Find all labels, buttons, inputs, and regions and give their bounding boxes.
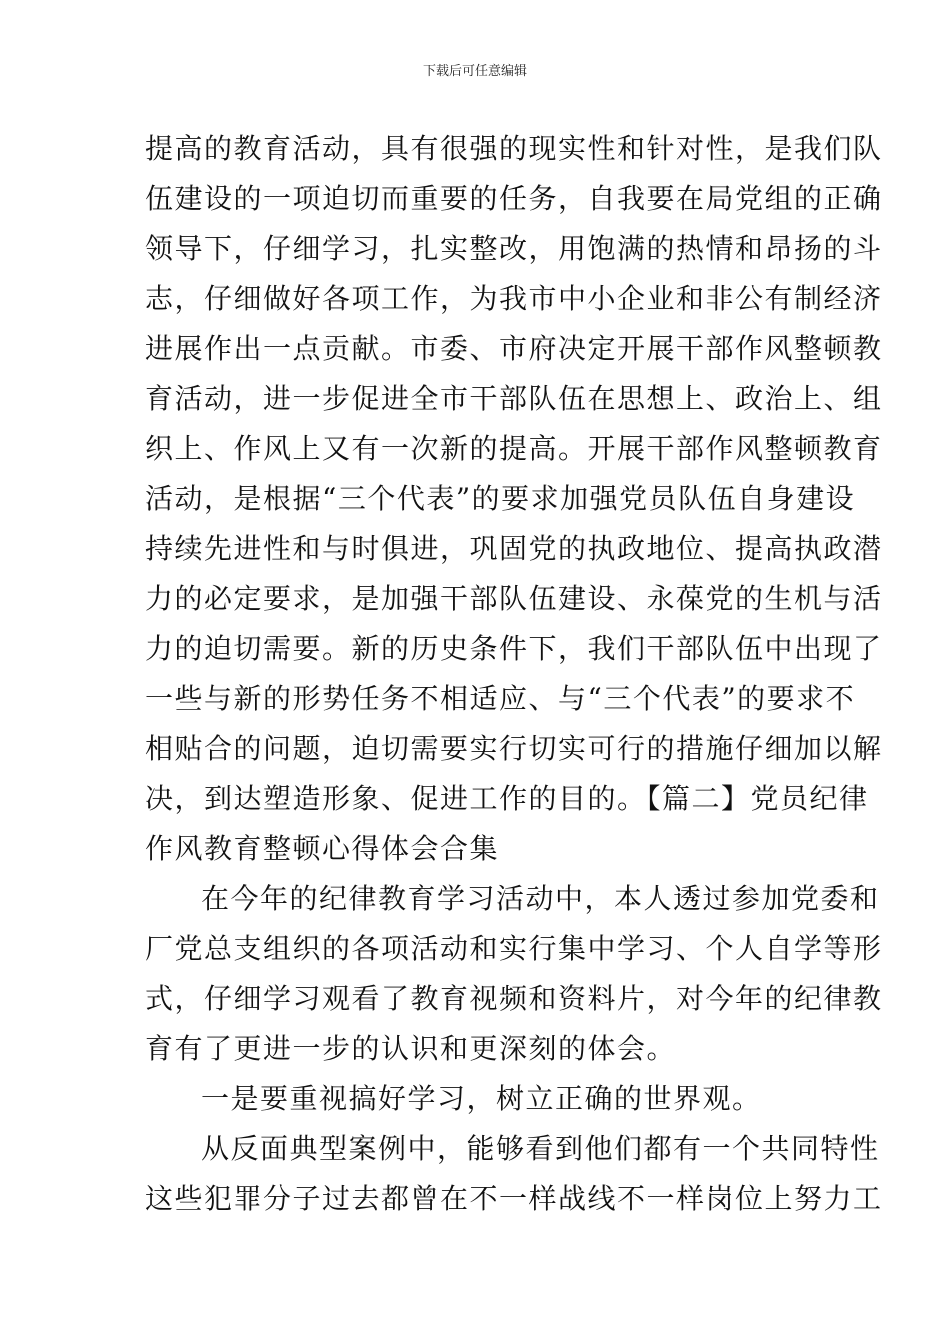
- text-line: 育有了更进一步的认识和更深刻的体会。: [145, 1032, 677, 1065]
- text-line: 厂党总支组织的各项活动和实行集中学习、个人自学等形: [145, 932, 883, 965]
- text-line: 志，仔细做好各项工作，为我市中小企业和非公有制经济: [145, 282, 883, 315]
- text-line: 活动，是根据“三个代表”的要求加强党员队伍自身建设: [145, 482, 856, 515]
- text-line: 相贴合的问题，迫切需要实行切实可行的措施仔细加以解: [145, 732, 883, 765]
- text-line: 领导下，仔细学习，扎实整改，用饱满的热情和昂扬的斗: [145, 232, 883, 265]
- text-line: 持续先进性和与时俱进，巩固党的执政地位、提高执政潜: [145, 532, 883, 565]
- text-line: 决，到达塑造形象、促进工作的目的。【篇二】党员纪律: [145, 782, 869, 815]
- text-line: 进展作出一点贡献。市委、市府决定开展干部作风整顿教: [145, 332, 883, 365]
- text-line: 提高的教育活动，具有很强的现实性和针对性，是我们队: [145, 132, 883, 165]
- text-line: 育活动，进一步促进全市干部队伍在思想上、政治上、组: [145, 382, 883, 415]
- document-body: [145, 124, 883, 1224]
- text-line: 织上、作风上又有一次新的提高。开展干部作风整顿教育: [145, 432, 883, 465]
- text-line: 作风教育整顿心得体会合集: [145, 832, 500, 865]
- text-line: 这些犯罪分子过去都曾在不一样战线不一样岗位上努力工: [145, 1182, 883, 1215]
- text-line: 在今年的纪律教育学习活动中，本人透过参加党委和: [201, 882, 880, 915]
- text-line: 式，仔细学习观看了教育视频和资料片，对今年的纪律教: [145, 982, 883, 1015]
- text-line: 一些与新的形势任务不相适应、与“三个代表”的要求不: [145, 682, 856, 715]
- text-line: 伍建设的一项迫切而重要的任务，自我要在局党组的正确: [145, 182, 883, 215]
- text-line: 一是要重视搞好学习，树立正确的世界观。: [201, 1082, 762, 1115]
- text-line: 从反面典型案例中，能够看到他们都有一个共同特性: [201, 1132, 880, 1165]
- text-line: 力的必定要求，是加强干部队伍建设、永葆党的生机与活: [145, 582, 883, 615]
- text-line: 力的迫切需要。新的历史条件下，我们干部队伍中出现了: [145, 632, 883, 665]
- page-header: 下载后可任意编辑: [422, 64, 527, 79]
